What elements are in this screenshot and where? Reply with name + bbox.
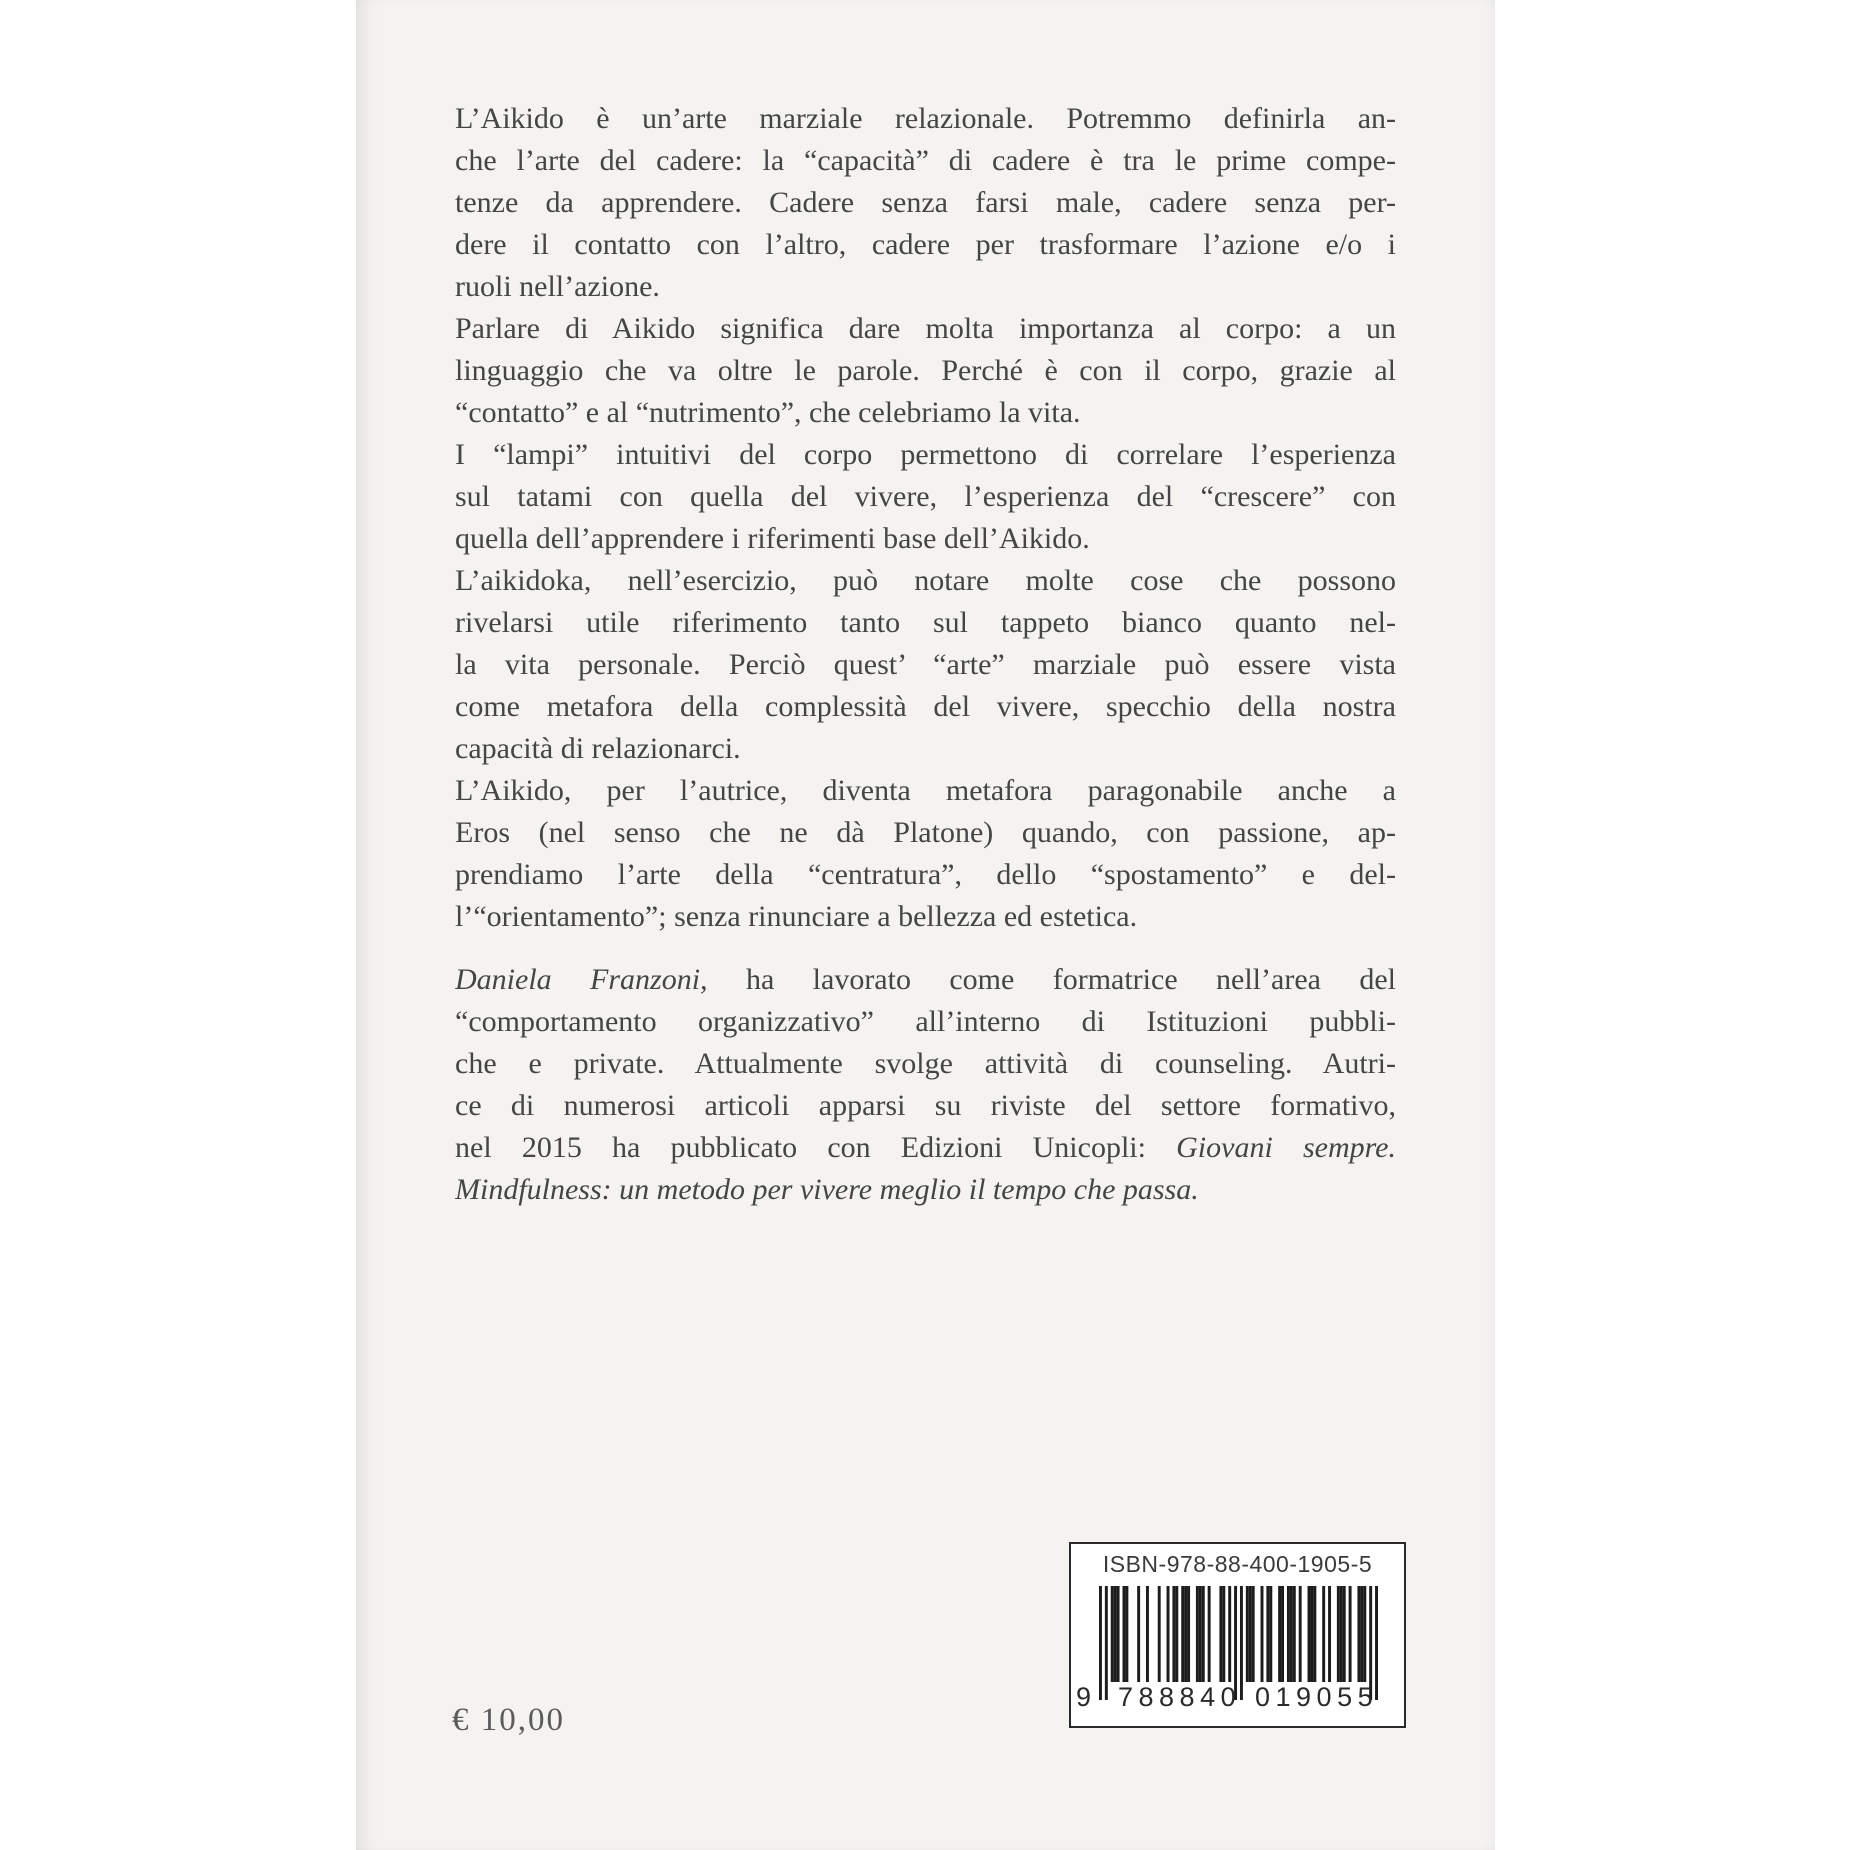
text-line: che e private. Attualmente svolge attività di counseling. Autri- [455, 1047, 1396, 1080]
barcode-digits-left: 788840 [1118, 1682, 1242, 1712]
book-title: Giovani sempre. [1176, 1131, 1396, 1164]
text-line: quella dell’apprendere i riferimenti base dell’Aikido. [455, 522, 1090, 555]
text-line: rivelarsi utile riferimento tanto sul tappeto bianco quanto nel- [455, 606, 1396, 639]
text-line: sul tatami con quella del vivere, l’esperienza del “crescere” con [455, 480, 1396, 513]
text-line: “contatto” e al “nutrimento”, che celebriamo la vita. [455, 396, 1081, 429]
bio-text: ha lavorato come formatrice nell’area del [707, 963, 1396, 996]
text-line: che l’arte del cadere: la “capacità” di cadere è tra le prime compe- [455, 144, 1396, 177]
isbn-barcode [1069, 1542, 1406, 1728]
text-line: prendiamo l’arte della “centratura”, dello “spostamento” e del- [455, 858, 1396, 891]
text-line: Parlare di Aikido significa dare molta importanza al corpo: a un [455, 312, 1396, 345]
barcode-digit-first: 9 [1076, 1682, 1092, 1712]
text-line: ruoli nell’azione. [455, 270, 660, 303]
text-line: la vita personale. Perciò quest’ “arte” marziale può essere vista [455, 648, 1396, 681]
text-line [455, 1127, 1396, 1169]
text-line: L’Aikido è un’arte marziale relazionale. Potremmo definirla an- [455, 102, 1396, 135]
author-bio [455, 959, 1396, 1211]
text-line [455, 959, 1396, 1001]
text-line: “comportamento organizzativo” all’interno di Istituzioni pubbli- [455, 1005, 1396, 1038]
text-line: L’Aikido, per l’autrice, diventa metafora paragonabile anche a [455, 774, 1396, 807]
text-line: capacità di relazionarci. [455, 732, 741, 765]
text-line: L’aikidoka, nell’esercizio, può notare molte cose che possono [455, 564, 1396, 597]
blurb-paragraphs [455, 98, 1396, 938]
bio-text: nel 2015 ha pubblicato con Edizioni Unicopli: [455, 1131, 1177, 1164]
text-line: dere il contatto con l’altro, cadere per trasformare l’azione e/o i [455, 228, 1396, 261]
author-name: Daniela Franzoni, [455, 963, 708, 996]
text-line: come metafora della complessità del vivere, specchio della nostra [455, 690, 1396, 723]
text-line: l’“orientamento”; senza rinunciare a bellezza ed estetica. [455, 900, 1138, 933]
text-line: linguaggio che va oltre le parole. Perché è con il corpo, grazie al [455, 354, 1396, 387]
isbn-label: ISBN-978-88-400-1905-5 [1102, 1551, 1373, 1577]
barcode-digits-right: 019055 [1255, 1682, 1379, 1712]
text-line: Eros (nel senso che ne dà Platone) quando, con passione, ap- [455, 816, 1396, 849]
text-line: ce di numerosi articoli apparsi su riviste del settore formativo, [455, 1089, 1396, 1122]
book-title: Mindfulness: un metodo per vivere meglio il tempo che passa. [455, 1173, 1199, 1206]
text-line: I “lampi” intuitivi del corpo permettono di correlare l’esperienza [455, 438, 1396, 471]
text-line: tenze da apprendere. Cadere senza farsi male, cadere senza per- [455, 186, 1396, 219]
price-label: € 10,00 [452, 1702, 565, 1738]
